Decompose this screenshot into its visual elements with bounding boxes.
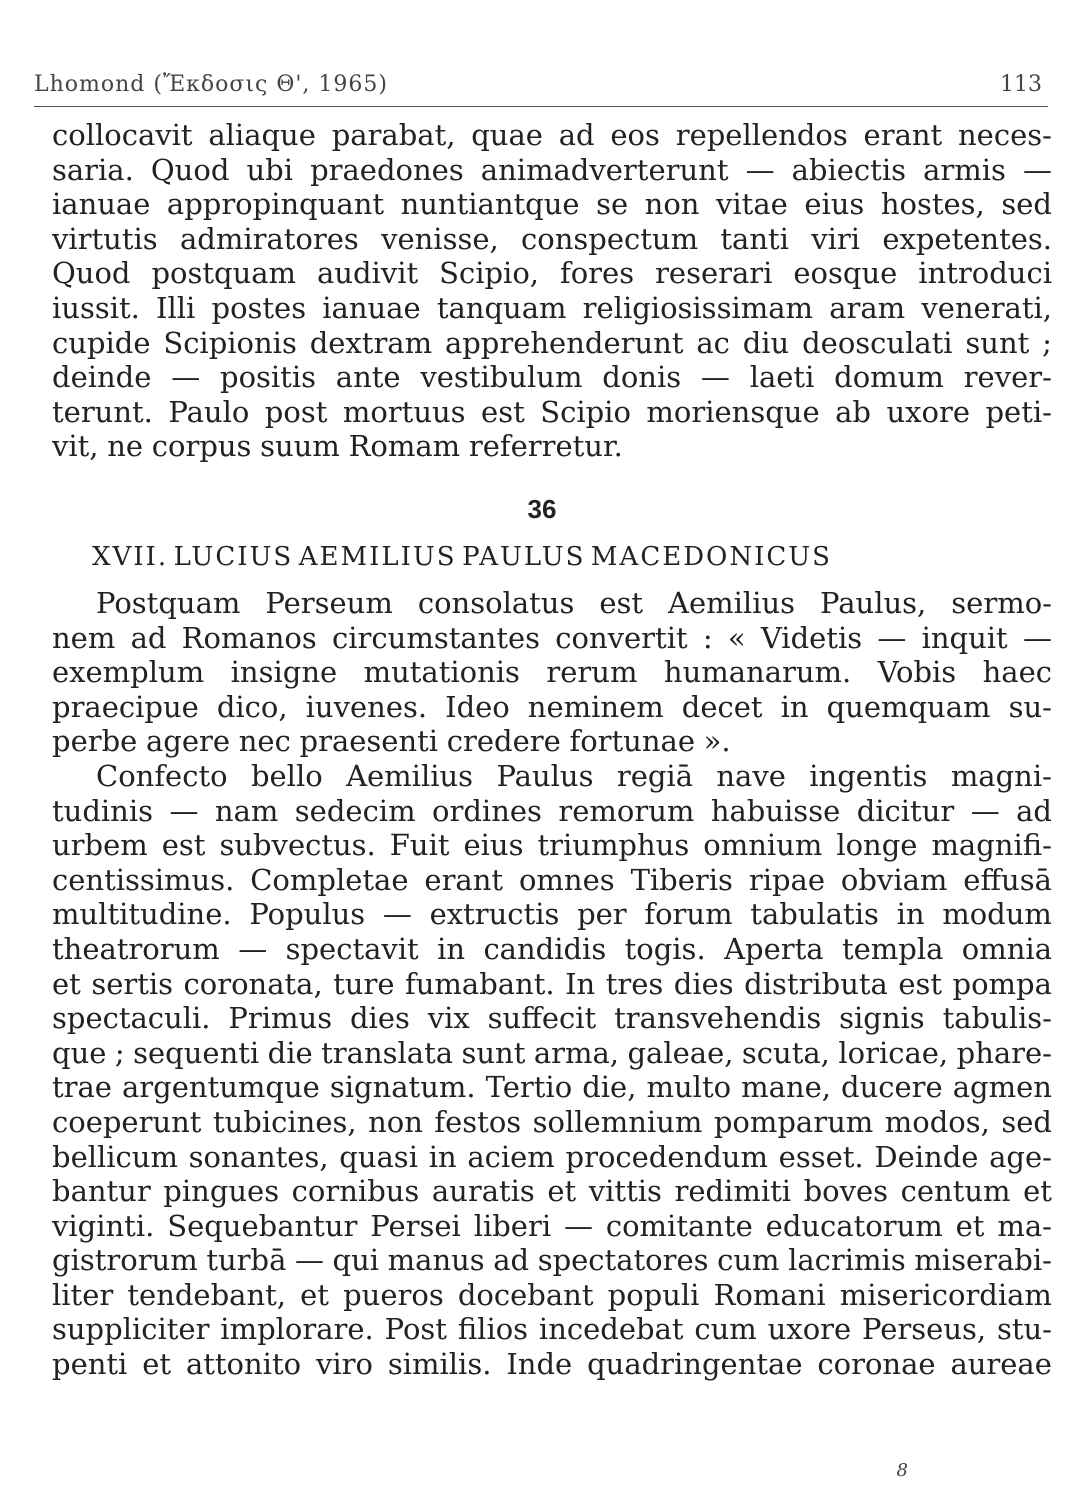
text-line: terunt. Paulo post mortuus est Scipio moriensque ab uxore peti- bbox=[52, 394, 1052, 429]
text-line: viginti. Sequebantur Persei liberi — comitante educatorum et ma- bbox=[52, 1208, 1052, 1243]
text-line: penti et attonito viro similis. Inde quadringentae coronae aureae bbox=[52, 1347, 1052, 1382]
running-head bbox=[34, 66, 1048, 107]
text-line: multitudine. Populus — extructis per forum tabulatis in modum bbox=[52, 897, 1052, 932]
text-line: Postquam Perseum consolatus est Aemilius Paulus, sermo- bbox=[96, 586, 1052, 620]
text-line: et sertis coronata, ture fumabant. In tres dies distributa est pompa bbox=[52, 966, 1052, 1001]
text-line: trae argentumque signatum. Tertio die, multo mane, ducere agmen bbox=[52, 1070, 1052, 1105]
text-line: ianuae appropinquant nuntiantque se non vitae eius hostes, sed bbox=[52, 187, 1052, 222]
text-line: Confecto bello Aemilius Paulus regiā nave ingentis magni- bbox=[96, 758, 1052, 793]
text-line: bellicum sonantes, quasi in aciem procedendum esset. Deinde age- bbox=[52, 1139, 1052, 1174]
text-line: gistrorum turbā — qui manus ad spectatores cum lacrimis miserabi- bbox=[52, 1243, 1052, 1278]
text-line: suppliciter implorare. Post filios incedebat cum uxore Perseus, stu- bbox=[52, 1312, 1052, 1347]
text-line: virtutis admiratores venisse, conspectum tanti viri expetentes. bbox=[52, 221, 1052, 256]
text-line: perbe agere nec praesenti credere fortunae ». bbox=[52, 724, 731, 759]
text-line: cupide Scipionis dextram apprehenderunt ac diu deosculati sunt ; bbox=[52, 325, 1052, 360]
text-line: vit, ne corpus suum Romam referretur. bbox=[52, 429, 623, 464]
running-head-title: Lhomond (Ἔκδοσις Θ', 1965) bbox=[34, 72, 388, 97]
text-line: deinde — positis ante vestibulum donis — laeti domum rever- bbox=[52, 360, 1052, 395]
text-line: Quod postquam audivit Scipio, fores reserari eosque introduci bbox=[52, 256, 1052, 291]
text-line: coeperunt tubicines, non festos sollemnium pomparum modos, sed bbox=[52, 1104, 1052, 1139]
text-line: bantur pingues cornibus auratis et vittis redimiti boves centum et bbox=[52, 1174, 1052, 1209]
text-line: theatrorum — spectavit in candidis togis. Aperta templa omnia bbox=[52, 931, 1052, 966]
text-line: praecipue dico, iuvenes. Ideo neminem decet in quemquam su- bbox=[52, 689, 1052, 724]
text-line: iussit. Illi postes ianuae tanquam religiosissimam aram venerati, bbox=[52, 290, 1052, 325]
text-line: centissimus. Completae erant omnes Tiberis ripae obviam effusā bbox=[52, 862, 1052, 897]
text-line: saria. Quod ubi praedones animadverterunt — abiectis armis — bbox=[52, 152, 1052, 187]
text-line: tudinis — nam sedecim ordines remorum habuisse dicitur — ad bbox=[52, 793, 1052, 828]
chapter-title: XVII. LUCIUS AEMILIUS PAULUS MACEDONICUS bbox=[92, 542, 832, 572]
text-line: spectaculi. Primus dies vix suffecit transvehendis signis tabulis- bbox=[52, 1001, 1052, 1036]
chapter-number: 36 bbox=[527, 494, 557, 524]
text-line: que ; sequenti die translata sunt arma, galeae, scuta, loricae, phare- bbox=[52, 1035, 1052, 1070]
text-line: exemplum insigne mutationis rerum humanarum. Vobis haec bbox=[52, 655, 1052, 690]
chapter-body bbox=[52, 586, 1052, 1382]
text-line: liter tendebant, et pueros docebant populi Romani misericordiam bbox=[52, 1277, 1052, 1312]
text-line: urbem est subvectus. Fuit eius triumphus omnium longe magnifi- bbox=[52, 828, 1052, 863]
signature-mark: 8 bbox=[896, 1460, 908, 1481]
text-line: nem ad Romanos circumstantes convertit : « Videtis — inquit — bbox=[52, 620, 1052, 655]
paragraph-continued bbox=[52, 118, 1052, 464]
text-line: collocavit aliaque parabat, quae ad eos repellendos erant neces- bbox=[52, 118, 1052, 152]
page-number: 113 bbox=[1000, 72, 1042, 97]
